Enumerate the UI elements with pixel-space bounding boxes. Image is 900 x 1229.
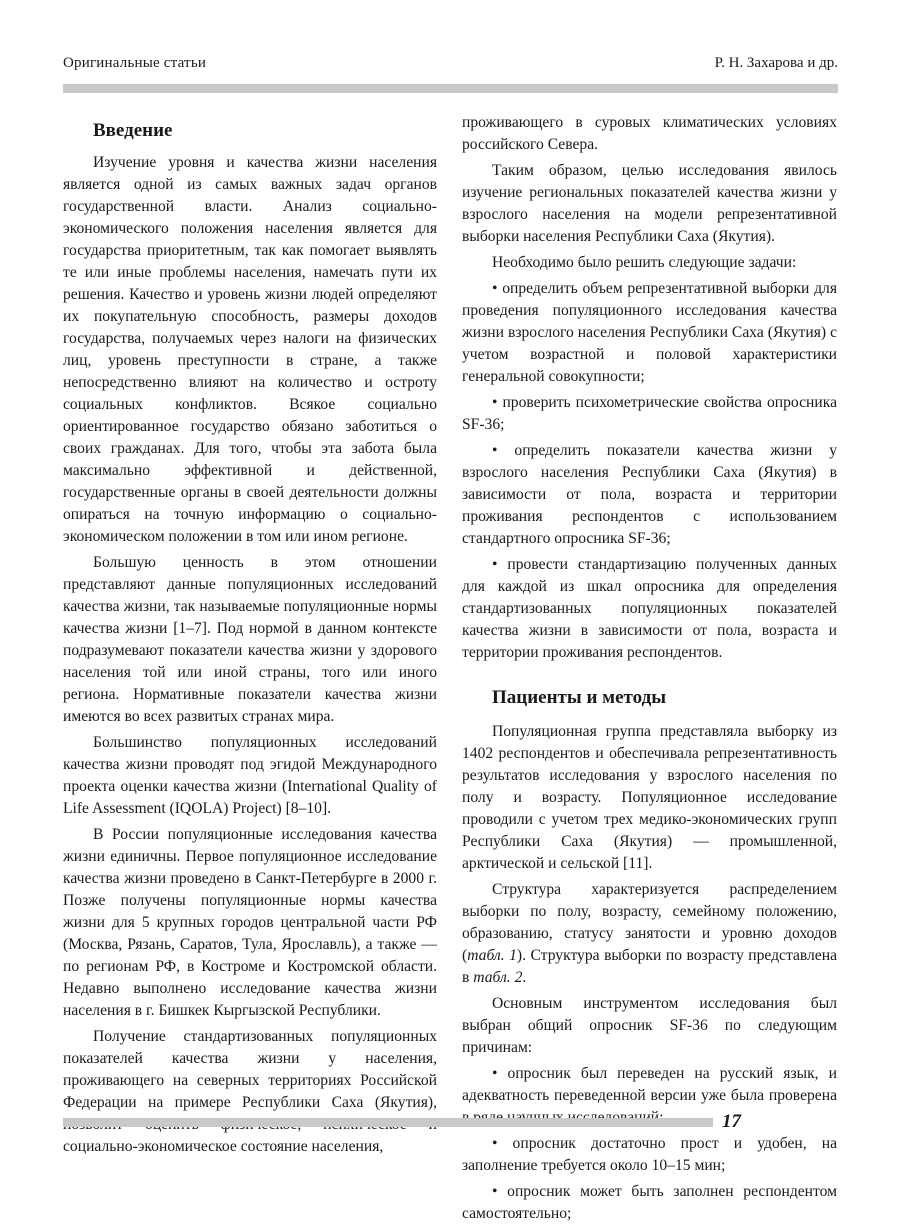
paragraph: В России популяционные исследования качества жизни единичны. Первое популяционное исследование качества жизни проведено в Санкт-Петербурге в 2000 г. Позже получены популяционные нормы качества жизни для 5 крупных городов центральной части РФ (Москва, Рязань, Саратов, Тула, Ярославль), а также — по регионам РФ, в Костроме и Костромской области. Недавно выполнено исследование качества жизни населения в г. Бишкек Кыргызской Республики.: [63, 826, 437, 1019]
page-number: 17: [722, 1111, 741, 1132]
paragraph: Основным инструментом исследования был выбран общий опросник SF-36 по следующим причинам:: [462, 995, 837, 1056]
paragraph: Таким образом, целью исследования явилось изучение региональных показателей качества жизни у взрослого населения на модели репрезентативной выборки населения Республики Саха (Якутия).: [462, 162, 837, 245]
table-reference: табл. 1: [467, 947, 517, 964]
paragraph: Популяционная группа представляла выборку из 1402 респондентов и обеспечивала репрезентативность результатов исследования у взрослого населения по полу и возрасту. Популяционное исследование проводили с учетом трех медико-экономических групп Республики Саха (Якутия) — промышленной, арктической и сельской [11].: [462, 723, 837, 872]
paragraph-structure: [462, 879, 837, 989]
task-item: • проверить психометрические свойства опросника SF-36;: [462, 394, 837, 433]
right-column: [462, 112, 837, 1229]
top-rule: [63, 84, 838, 93]
text-span: Структура характеризуется распределением выборки по полу, возрасту, семейному положению, образованию, статусу занятости и уровню доходов (: [462, 881, 837, 964]
section-heading-introduction: Введение: [93, 120, 173, 141]
running-header: [63, 55, 838, 77]
reason-item: • опросник достаточно прост и удобен, на заполнение требуется около 10–15 мин;: [462, 1135, 837, 1174]
reason-item: • опросник может быть заполнен респондентом самостоятельно;: [462, 1183, 837, 1222]
paragraph: Получение стандартизованных популяционных показателей качества жизни у населения, проживающего на северных территориях Российской Федерации на примере Республики Саха (Якутия), социально-экономическое состояние населения,: [63, 1028, 437, 1155]
left-column: [63, 112, 437, 1162]
task-item: • определить объем репрезентативной выборки для проведения популяционного исследования качества жизни взрослого населения Республики Саха (Якутия) с учетом возрастной и половой характеристики генеральной совокупности;: [462, 280, 837, 385]
reason-item: • опросник был переведен на русский язык, и адекватность переведенной версии уже была проверена: [462, 1065, 837, 1104]
table-reference: табл. 2: [473, 969, 523, 986]
paragraph: Изучение уровня и качества жизни населения является одной из самых важных задач органов государственной власти. Анализ социально-экономического положения населения является для государства приоритетным, так как помогает выявлять те или иные проблемы населения, намечать пути их решения. Качество и уровень жизни людей определяют их покупательную способность, размеры доходов государства, получаемых через налоги на физических лиц, уровень преступности в стране, а также непосредственно влияют на количество и остроту социальных конфликтов. Всякое социально ориентированное государство обязано заботиться о своих гражданах. Для того, чтобы эта забота была максимально эффективной и действенной, государственные органы в своей деятельности должны опираться на точную информацию о социально-экономическом положении в том или ином регионе.: [63, 154, 437, 545]
paragraph: Необходимо было решить следующие задачи:: [492, 254, 797, 271]
task-item: • определить показатели качества жизни у взрослого населения Республики Саха (Якутия) в зависимости от пола, возраста и территории проживания респондентов с использованием стандартного опросника SF-36;: [462, 442, 837, 547]
paragraph-continuation: проживающего в суровых климатических условиях российского Севера.: [462, 114, 837, 153]
paragraph: Большинство популяционных исследований качества жизни проводят под эгидой Международного проекта оценки качества жизни (International Quality of Life Assessment (IQOLA) Project) [8–10].: [63, 734, 437, 817]
text-span: .: [522, 969, 527, 986]
authors: Р. Н. Захарова и др.: [714, 55, 838, 71]
section-heading-methods: Пациенты и методы: [492, 687, 667, 708]
task-item: • провести стандартизацию полученных данных для каждой из шкал опросника для определения стандартизованных популяционных показателей качества жизни в зависимости от пола, возраста и территории проживания респондентов.: [462, 556, 837, 661]
paragraph: Большую ценность в этом отношении представляют данные популяционных исследований качества жизни, так называемые популяционные нормы качества жизни [1–7]. Под нормой в данном контексте подразумевают показатели качества жизни у здорового населения той или иной страны, того или иного региона. Нормативные показатели качества жизни имеются во всех развитых странах мира.: [63, 554, 437, 725]
journal-section: Оригинальные статьи: [63, 55, 207, 71]
bottom-rule: [63, 1118, 713, 1127]
text-span: ). Структура выборки по возрасту представлена в: [462, 947, 837, 986]
